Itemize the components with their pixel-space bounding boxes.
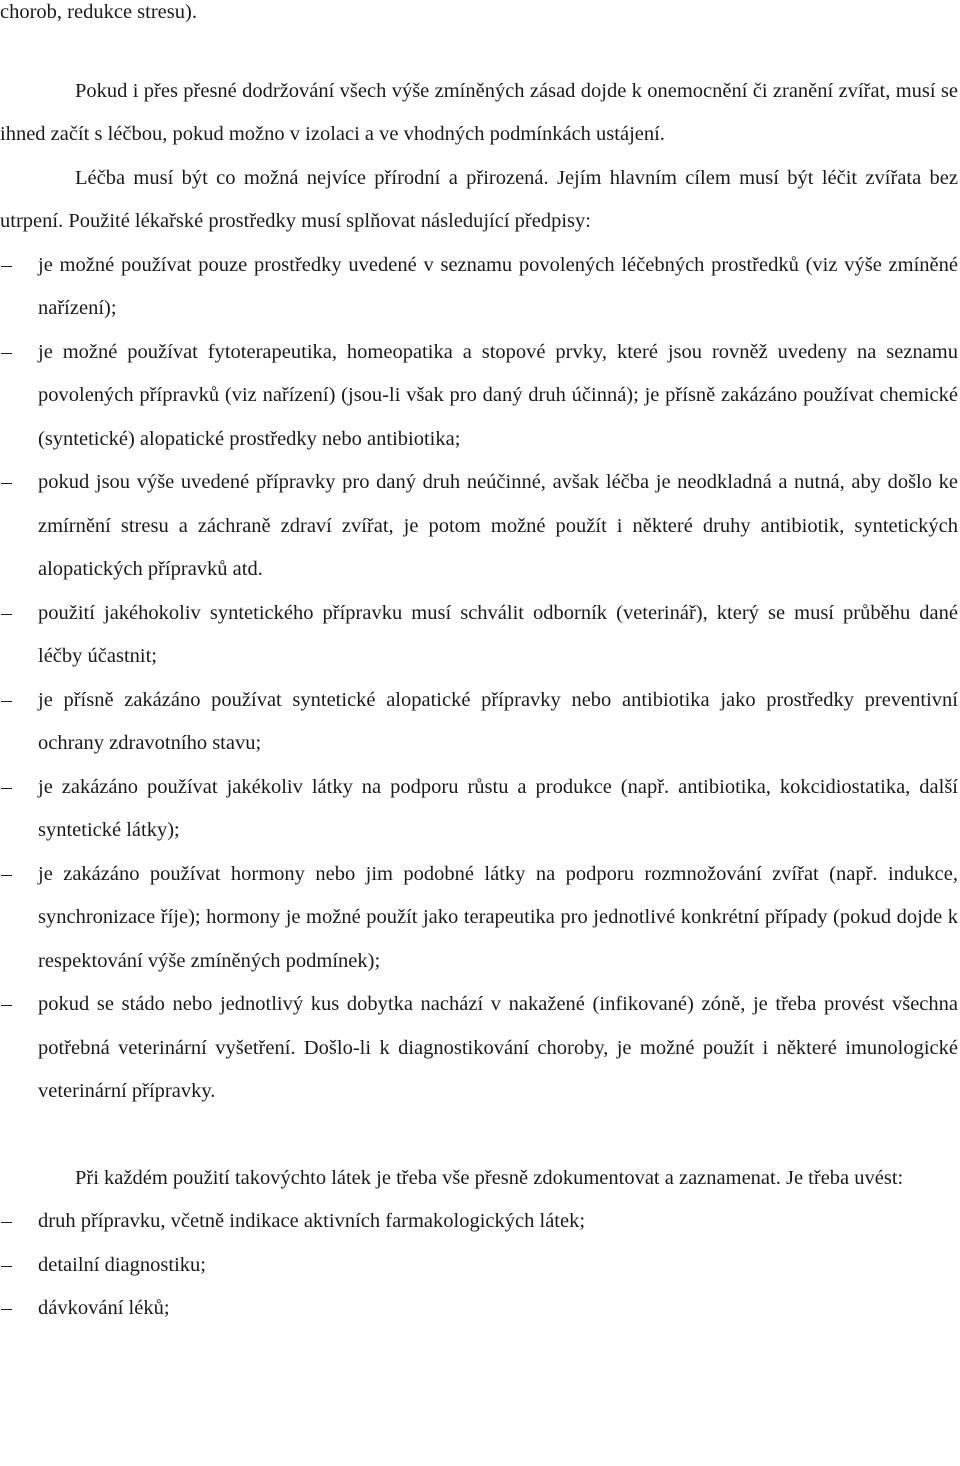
list-item-text: pokud se stádo nebo jednotlivý kus dobytka nachází v nakažené (infikované) zóně, je třeba provést všechna potřebná veterinární vyšetření. Došlo-li k diagnostikování choroby, je možné použít i některé imunologické veterinární přípravky.	[38, 993, 958, 1102]
list-item-text: je možné používat fytoterapeutika, homeopatika a stopové prvky, které jsou rovněž uvedeny na seznamu povolených přípravků (viz nařízení) (jsou-li však pro daný druh účinná); je přísně zakázáno používat chemické (syntetické) alopatické prostředky nebo antibiotika;	[38, 340, 958, 450]
list-item-text: je zakázáno používat jakékoliv látky na podporu růstu a produkce (např. antibiotika, kokcidiostatika, další syntetické látky);	[38, 775, 958, 841]
list-item-text: je možné používat pouze prostředky uvedené v seznamu povolených léčebných prostředků (viz výše zmíněné nařízení);	[38, 253, 958, 319]
paragraph-continuation: chorob, redukce stresu).	[0, 1, 197, 23]
paragraph-documentation: Při každém použití takovýchto látek je třeba vše přesně zdokumentovat a zaznamenat. Je třeba uvést:	[75, 1166, 904, 1189]
list-item-text: použití jakéhokoliv syntetického přípravku musí schválit odborník (veterinář), který se musí průběhu dané léčby účastnit;	[38, 601, 958, 667]
paragraph-treatment-nature: Léčba musí být co možná nejvíce přírodní a přirozená. Jejím hlavním cílem musí být léčit zvířata bez utrpení. Použité lékařské prostředky musí splňovat následující předpisy:	[0, 166, 958, 232]
paragraph-treatment-start: Pokud i přes přesné dodržování všech výše zmíněných zásad dojde k onemocnění či zranění zvířat, musí se ihned začít s léčbou, pokud možno v izolaci a ve vhodných podmínkách ustájení.	[0, 79, 958, 145]
list-item	[0, 766, 958, 853]
list-item-text: pokud jsou výše uvedené přípravky pro daný druh neúčinné, avšak léčba je neodkladná a nutná, aby došlo ke zmírnění stresu a záchraně zdraví zvířat, je potom možné použít i některé druhy antibiotik, syntetických alopatických přípravků atd.	[38, 471, 958, 580]
documentation-list	[0, 1200, 958, 1331]
list-item-text: je přísně zakázáno používat syntetické alopatické přípravky nebo antibiotika jako prostředky preventivní ochrany zdravotního stavu;	[38, 688, 958, 754]
list-item	[0, 983, 958, 1114]
list-item	[0, 853, 958, 984]
list-item	[0, 244, 958, 331]
list-item	[0, 461, 958, 592]
list-item	[0, 1244, 958, 1288]
list-item	[0, 679, 958, 766]
list-item	[0, 331, 958, 462]
treatment-rules-list	[0, 244, 958, 1114]
list-item-text: je zakázáno používat hormony nebo jim podobné látky na podporu rozmnožování zvířat (např. indukce, synchronizace říje); hormony je možné použít jako terapeutika pro jednotlivé konkrétní případy (pokud dojde k respektování výše zmíněných podmínek);	[38, 862, 958, 972]
list-item-text: detailní diagnostiku;	[38, 1253, 206, 1276]
list-item-text: dávkování léků;	[38, 1297, 170, 1319]
list-item	[0, 1287, 958, 1331]
list-item-text: druh přípravku, včetně indikace aktivních farmakologických látek;	[38, 1210, 586, 1232]
list-item	[0, 592, 958, 679]
list-item	[0, 1200, 958, 1244]
